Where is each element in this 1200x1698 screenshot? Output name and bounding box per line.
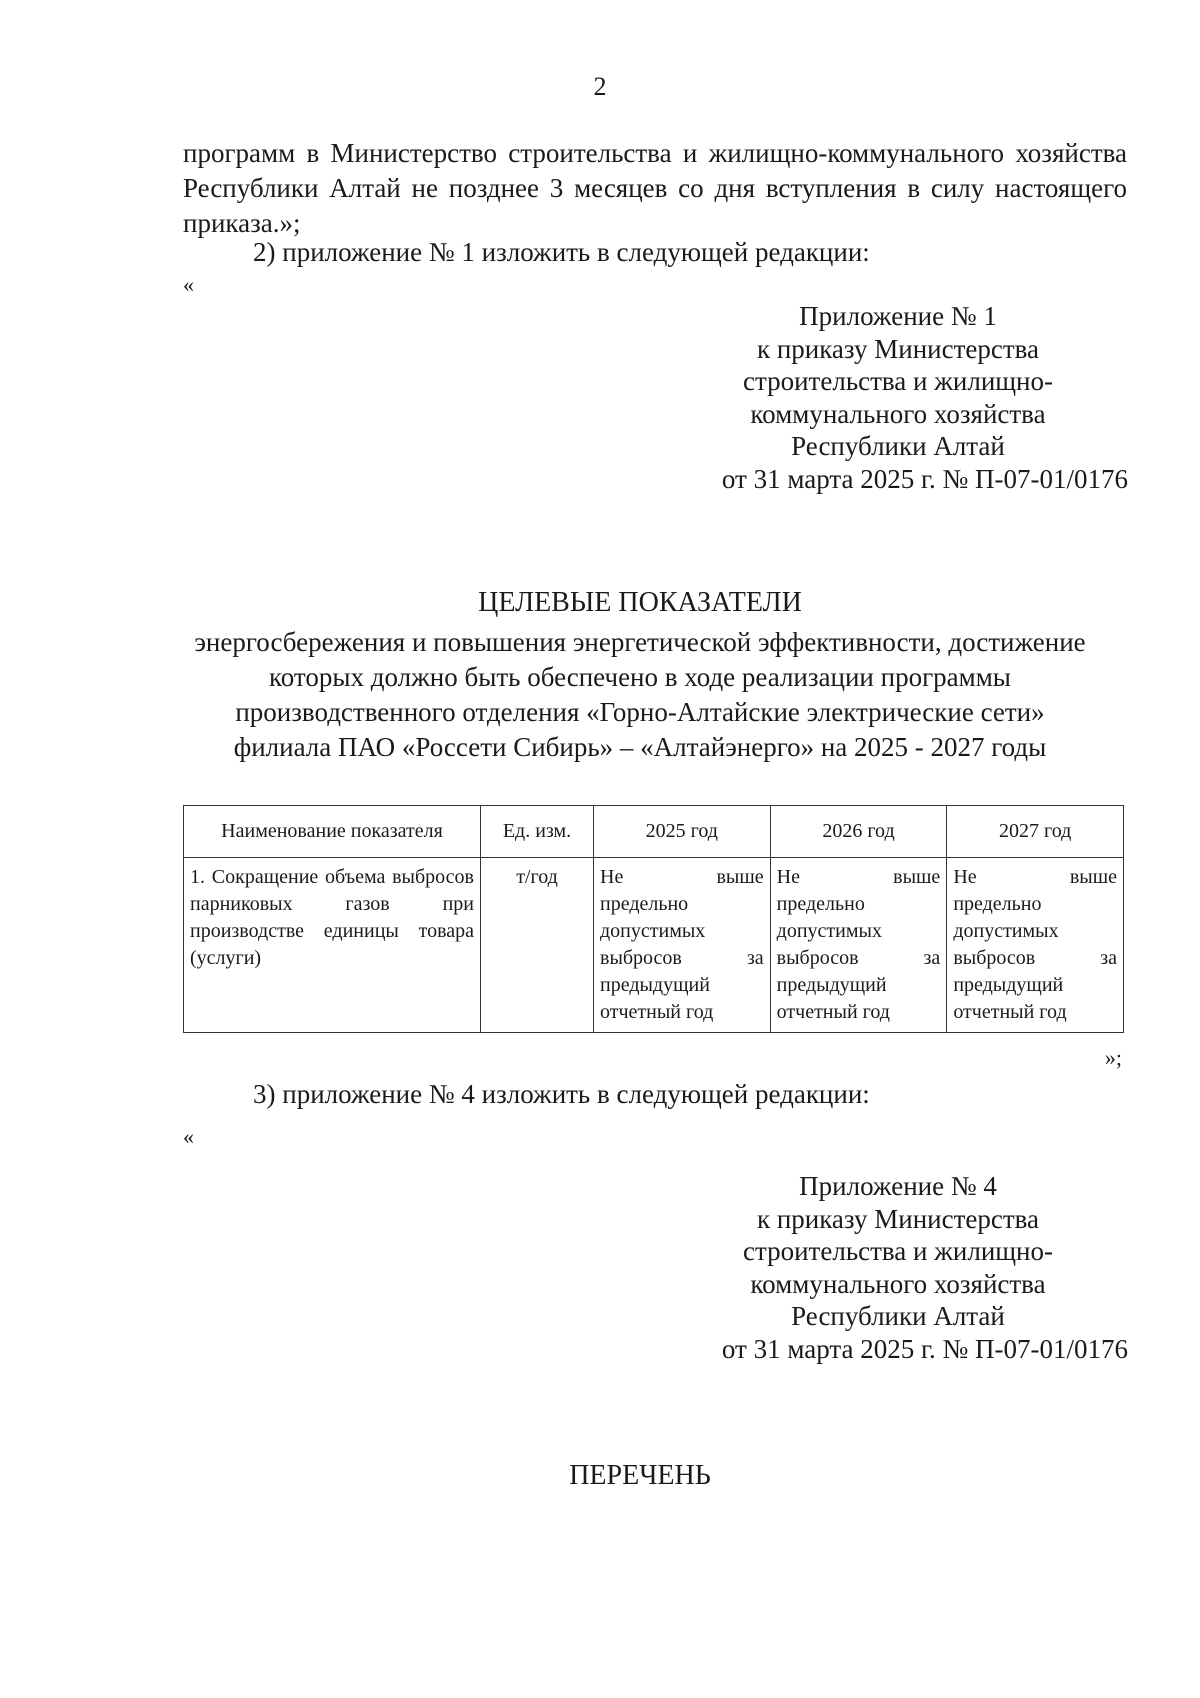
section-subtitle	[150, 625, 1130, 765]
appendix-4-line2: к приказу Министерства	[756, 1203, 1040, 1234]
appendix-1-line2: к приказу Министерства	[756, 333, 1040, 364]
indicators-table	[183, 805, 1124, 1033]
appendix-1-line5: Республики Алтай	[791, 431, 1005, 461]
open-quote-2: «	[183, 1124, 194, 1149]
item-2-text: 2) приложение № 1 изложить в следующей редакции:	[253, 237, 870, 267]
section-title: ЦЕЛЕВЫЕ ПОКАЗАТЕЛИ	[478, 587, 802, 618]
appendix-4-line4: коммунального хозяйства	[750, 1268, 1046, 1299]
cell-2026: Не выше предельно допустимых выбросов за предыдущий отчетный год	[770, 858, 947, 1033]
list-title: ПЕРЕЧЕНЬ	[569, 1460, 711, 1491]
item-3-text: 3) приложение № 4 изложить в следующей редакции:	[253, 1079, 870, 1109]
subtitle-line1: энергосбережения и повышения энергетической эффективности, достижение	[194, 627, 1086, 657]
appendix-4-header	[668, 1170, 1128, 1365]
header-indicator-name: Наименование показателя	[184, 806, 481, 858]
cell-unit: т/год	[481, 858, 594, 1033]
appendix-4-line5: Республики Алтай	[791, 1301, 1005, 1331]
appendix-4-order-ref: от 31 марта 2025 г. № П-07-01/0176	[721, 1333, 1128, 1364]
header-2027: 2027 год	[947, 806, 1124, 858]
closing-quote: »;	[1104, 1045, 1122, 1070]
cell-2025: Не выше предельно допустимых выбросов за предыдущий отчетный год	[594, 858, 771, 1033]
open-quote-1: «	[183, 272, 194, 297]
appendix-1-order-ref: от 31 марта 2025 г. № П-07-01/0176	[721, 463, 1128, 494]
cell-2027: Не выше предельно допустимых выбросов за предыдущий отчетный год	[947, 858, 1124, 1033]
table-header-row	[184, 806, 1124, 858]
header-2026: 2026 год	[770, 806, 947, 858]
appendix-1-header	[668, 300, 1128, 495]
header-2025: 2025 год	[594, 806, 771, 858]
page-number: 2	[593, 72, 607, 101]
appendix-1-line3: строительства и жилищно-	[743, 366, 1053, 396]
appendix-4-line3: строительства и жилищно-	[743, 1236, 1053, 1266]
subtitle-line4: филиала ПАО «Россети Сибирь» – «Алтайэнерго» на 2025 - 2027 годы	[233, 732, 1047, 762]
appendix-4-line1: Приложение № 4	[799, 1171, 997, 1201]
paragraph-continuation: программ в Министерство строительства и жилищно-коммунального хозяйства Республики Алтай не позднее 3 месяцев со дня вступления в силу настоящего приказа.»;	[183, 138, 1127, 238]
subtitle-line2: которых должно быть обеспечено в ходе реализации программы	[269, 662, 1011, 692]
cell-indicator-name: 1. Сокращение объема выбросов парниковых газов при производстве единицы товара (услуги)	[184, 858, 481, 1033]
appendix-1-line1: Приложение № 1	[799, 301, 997, 331]
appendix-1-line4: коммунального хозяйства	[750, 398, 1046, 429]
header-unit: Ед. изм.	[481, 806, 594, 858]
subtitle-line3: производственного отделения «Горно-Алтайские электрические сети»	[235, 697, 1045, 727]
table-row	[184, 858, 1124, 1033]
